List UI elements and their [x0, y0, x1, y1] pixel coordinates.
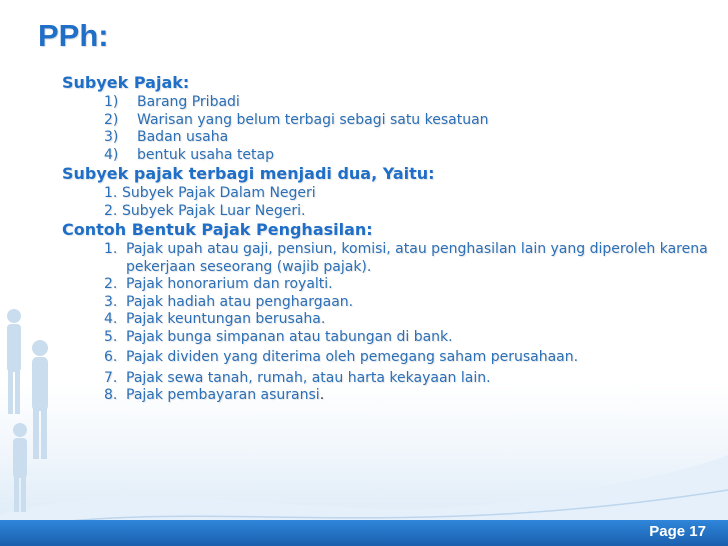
list-item [104, 112, 722, 130]
list-number: 6. [104, 349, 118, 365]
section-heading-subyek-pajak: Subyek Pajak: [62, 73, 190, 92]
list-item [104, 311, 722, 329]
section-heading-contoh-pajak: Contoh Bentuk Pajak Penghasilan: [62, 220, 373, 239]
list-item [104, 329, 722, 347]
list-text: Pajak upah atau gaji, pensiun, komisi, atau penghasilan lain yang diperoleh karena pekerjaan seseorang (wajib pajak). [126, 241, 708, 275]
list-number: 2) [104, 111, 119, 128]
list-text: Pajak hadiah atau penghargaan. [126, 293, 354, 310]
slide-content [62, 73, 722, 405]
list-text-suffix: . [319, 387, 325, 403]
contoh-pajak-list [62, 241, 722, 405]
subyek-pajak-list [62, 94, 722, 164]
list-item [104, 349, 722, 367]
list-number: 2. [104, 276, 118, 292]
list-number: 1. [104, 241, 118, 257]
list-number: 3. [104, 293, 118, 310]
list-number: 2. [104, 202, 118, 219]
list-text: Subyek Pajak Luar Negeri. [122, 202, 306, 219]
list-item [104, 294, 722, 312]
list-number: 5. [104, 328, 118, 345]
list-text: Warisan yang belum terbagi sebagi satu kesatuan [137, 111, 489, 128]
list-item [104, 185, 722, 203]
list-item [104, 276, 722, 294]
list-text: Pajak honorarium dan royalti. [126, 276, 333, 292]
list-text: Pajak pembayaran asuransi [126, 387, 320, 403]
list-item [104, 241, 722, 276]
list-text: Barang Pribadi [137, 94, 240, 110]
list-text: Pajak bunga simpanan atau tabungan di bank. [126, 328, 453, 345]
list-text: Pajak sewa tanah, rumah, atau harta kekayaan lain. [126, 369, 491, 386]
list-text: Pajak dividen yang diterima oleh pemegang saham perusahaan. [126, 349, 579, 365]
list-item [104, 129, 722, 147]
list-number: 1. [104, 185, 118, 201]
list-number: 7. [104, 369, 118, 386]
list-item [104, 147, 722, 165]
list-text: Subyek Pajak Dalam Negeri [122, 185, 316, 201]
subyek-terbagi-list [62, 185, 722, 220]
footer-bar [0, 520, 728, 546]
list-number: 4. [104, 311, 118, 327]
list-item [104, 203, 722, 221]
list-text: Badan usaha [137, 129, 229, 145]
business-people-silhouettes [0, 290, 60, 520]
list-number: 3) [104, 129, 119, 145]
list-number: 4) [104, 146, 119, 163]
list-item [104, 370, 722, 388]
list-number: 1) [104, 94, 119, 110]
list-text: bentuk usaha tetap [137, 146, 274, 163]
list-item [104, 94, 722, 112]
slide-title: PPh: [38, 18, 109, 53]
list-item [104, 387, 722, 405]
list-text: Pajak keuntungan berusaha. [126, 311, 326, 327]
page-number: Page 17 [649, 523, 706, 540]
section-heading-subyek-terbagi: Subyek pajak terbagi menjadi dua, Yaitu: [62, 164, 435, 183]
list-number: 8. [104, 387, 118, 403]
